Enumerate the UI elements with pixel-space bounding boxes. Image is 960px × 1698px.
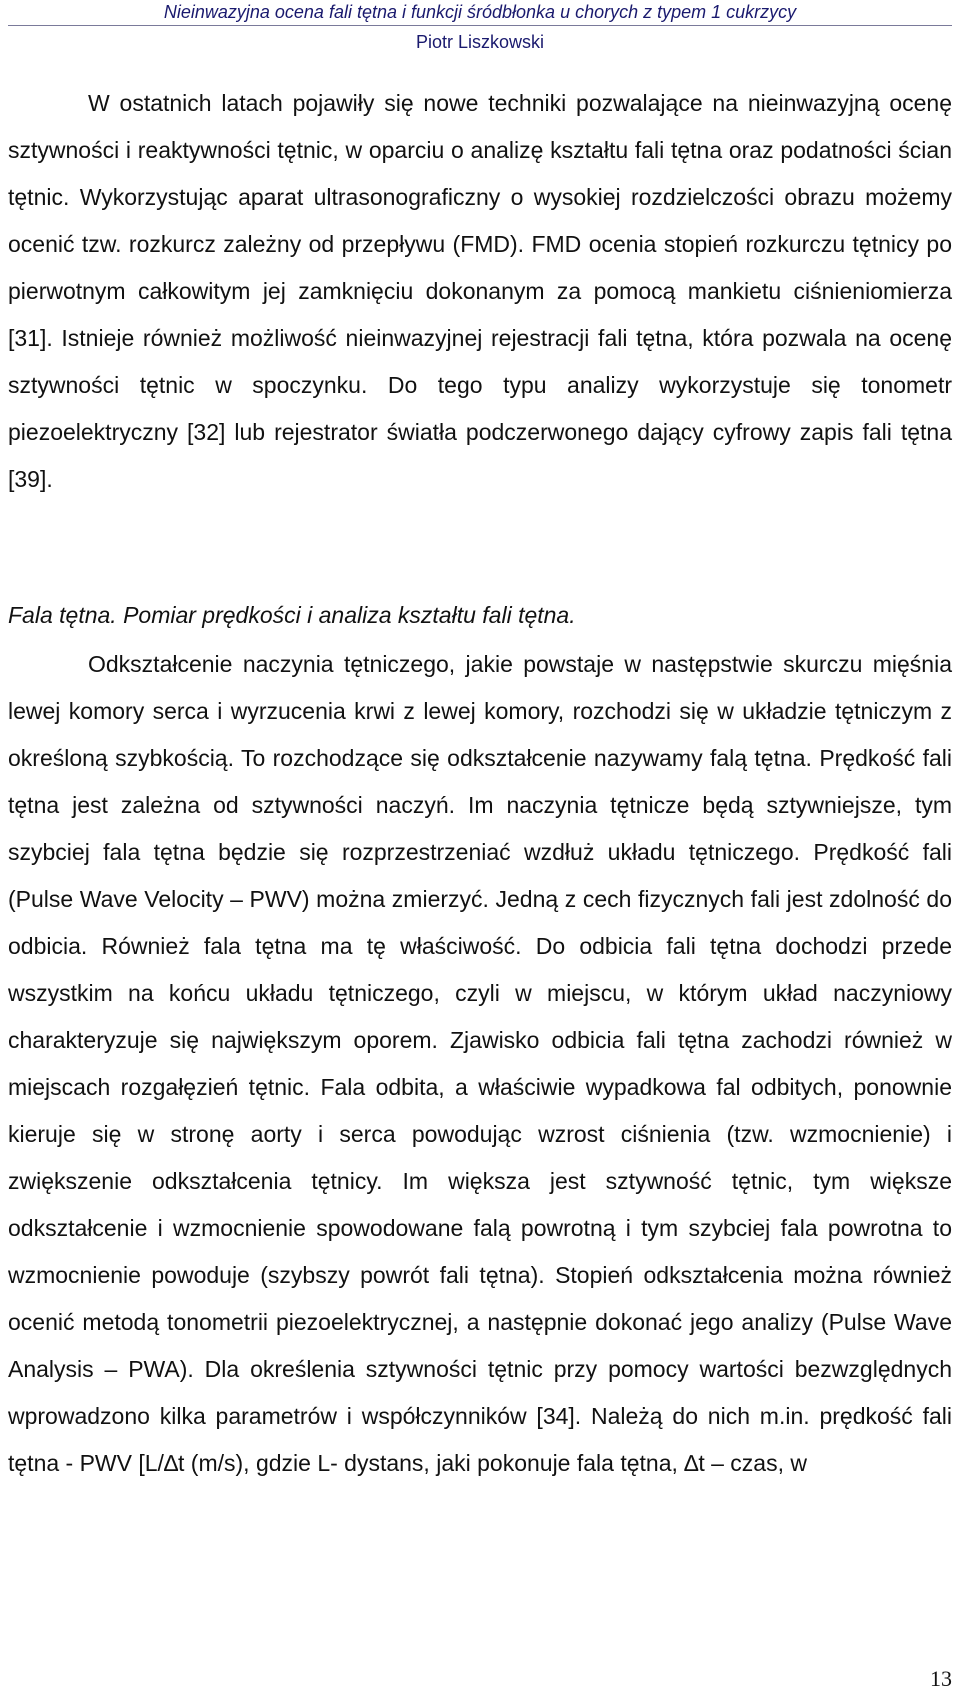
paragraph-pulse-wave: Odkształcenie naczynia tętniczego, jakie powstaje w następstwie skurczu mięśnia lewej komory serca i wyrzucenia krwi z lewej komory, rozchodzi się w układzie tętniczym z określoną szybkością. To rozchodzące się odkształcenie nazywamy falą tętna. Prędkość fali tętna jest zależna od sztywności naczyń. Im naczynia tętnicze będą sztywniejsze, tym szybciej fala tętna będzie się rozprzestrzeniać wzdłuż układu tętniczego. Prędkość fali (Pulse Wave Velocity – PWV) można zmierzyć. Jedną z cech fizycznych fali jest zdolność do odbicia. Również fala tętna ma tę właściwość. Do odbicia fali tętna dochodzi przede wszystkim na końcu układu tętniczego, czyli w miejscu, w którym układ naczyniowy charakteryzuje się największym oporem. Zjawisko odbicia fali tętna zachodzi również w miejscach rozgałęzień tętnic. Fala odbita, a właściwie wypadkowa fal odbitych, ponownie kieruje się w stronę aorty i serca powodując wzrost ciśnienia (tzw. wzmocnienie) i zwiększenie odkształcenia tętnicy. Im większa jest sztywność tętnic, tym większe odkształcenie i wzmocnienie spowodowane falą powrotną i tym szybciej fala powrotna to wzmocnienie powoduje (szybszy powrót fali tętna). Stopień odkształcenia można również ocenić metodą tonometrii piezoelektrycznej, a następnie dokonać jego analizy (Pulse Wave Analysis – PWA). Dla określenia sztywności tętnic przy pomocy wartości bezwzględnych wprowadzono kilka parametrów i współczynników [34]. Należą do nich m.in. prędkość fali tętna - PWV [L/∆t (m/s), gdzie L- dystans, jaki pokonuje fala tętna, ∆t – czas, w — [8, 651, 952, 1476]
page-number: 13 — [930, 1666, 952, 1691]
section-heading: Fala tętna. Pomiar prędkości i analiza kształtu fali tętna. — [8, 602, 576, 628]
running-title: Nieinwazyjna ocena fali tętna i funkcji śródbłonka u chorych z typem 1 cukrzycy — [163, 2, 797, 22]
header-divider — [8, 25, 952, 26]
paragraph-intro: W ostatnich latach pojawiły się nowe techniki pozwalające na nieinwazyjną ocenę sztywności i reaktywności tętnic, w oparciu o analizę kształtu fali tętna oraz podatności ścian tętnic. Wykorzystując aparat ultrasonograficzny o wysokiej rozdzielczości obrazu możemy ocenić tzw. rozkurcz zależny od przepływu (FMD). FMD ocenia stopień rozkurczu tętnicy po pierwotnym całkowitym jej zamknięciu dokonanym za pomocą mankietu ciśnieniomierza [31]. Istnieje również możliwość nieinwazyjnej rejestracji fali tętna, która pozwala na ocenę sztywności tętnic w spoczynku. Do tego typu analizy wykorzystuje się tonometr piezoelektryczny [32] lub rejestrator światła podczerwonego dający cyfrowy zapis fali tętna [39]. — [8, 90, 952, 492]
running-author: Piotr Liszkowski — [415, 32, 545, 52]
